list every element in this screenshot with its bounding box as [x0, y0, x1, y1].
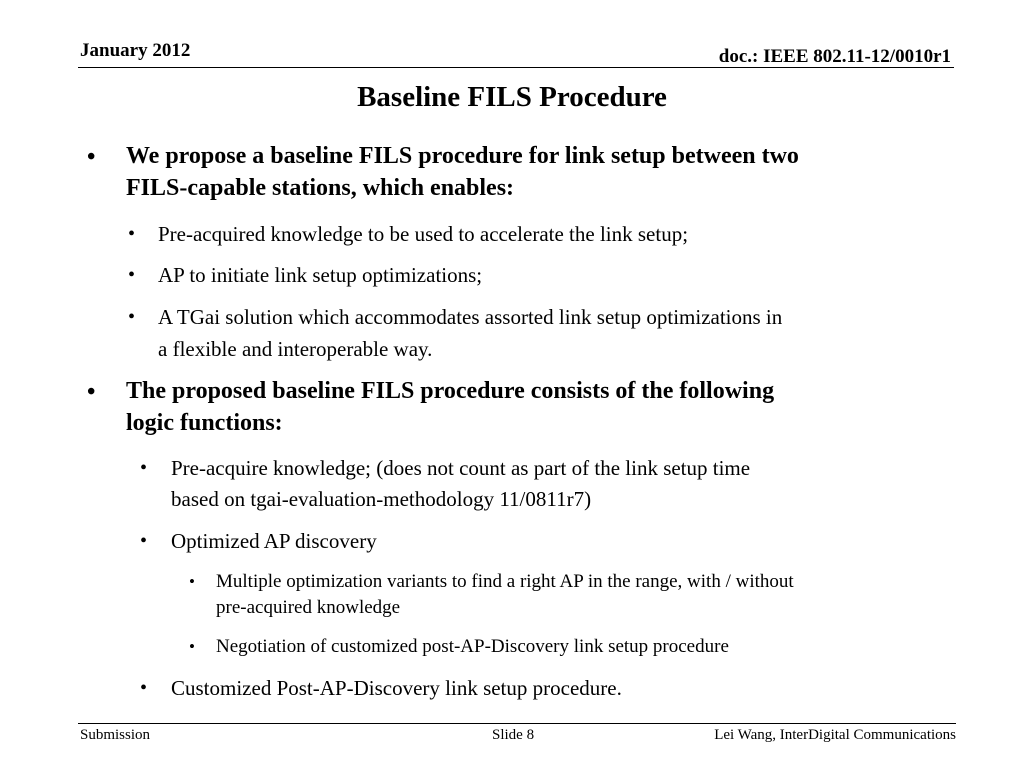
bullet-2-sub-2-item-1-line-1: Multiple optimization variants to find a right AP in the range, with / without	[216, 571, 794, 592]
bullet-marker: •	[140, 530, 148, 552]
bullet-marker: •	[87, 144, 96, 170]
bullet-1-sub-2: AP to initiate link setup optimizations;	[158, 263, 483, 287]
bullet-marker: •	[128, 306, 136, 328]
bullet-marker: •	[189, 572, 195, 591]
bullet-marker: •	[140, 457, 148, 479]
bullet-2-line-2: logic functions:	[126, 410, 283, 436]
bullet-1-line-1: We propose a baseline FILS procedure for link setup between two	[126, 143, 799, 169]
bullet-marker: •	[87, 379, 96, 405]
footer-divider	[78, 723, 956, 724]
bullet-2-sub-2: Optimized AP discovery	[171, 529, 377, 553]
footer-author: Lei Wang, InterDigital Communications	[714, 727, 956, 743]
header-doc-id: doc.: IEEE 802.11-12/0010r1	[718, 46, 951, 67]
bullet-2-sub-1-line-2: based on tgai-evaluation-methodology 11/0811r7)	[171, 487, 592, 511]
bullet-1-sub-3-line-2: a flexible and interoperable way.	[158, 337, 433, 361]
bullet-2-line-1: The proposed baseline FILS procedure consists of the following	[126, 378, 775, 404]
footer-slide-number: Slide 8	[492, 727, 535, 743]
footer-submission: Submission	[80, 727, 151, 743]
bullet-2-sub-2-item-1-line-2: pre-acquired knowledge	[216, 597, 401, 618]
bullet-marker: •	[128, 264, 136, 286]
slide-title: Baseline FILS Procedure	[357, 81, 667, 113]
bullet-marker: •	[140, 677, 148, 699]
bullet-2-sub-2-item-2: Negotiation of customized post-AP-Discovery link setup procedure	[216, 636, 729, 657]
bullet-2-sub-1-line-1: Pre-acquire knowledge; (does not count as part of the link setup time	[171, 456, 751, 480]
bullet-1-sub-1: Pre-acquired knowledge to be used to accelerate the link setup;	[158, 222, 689, 246]
bullet-1-line-2: FILS-capable stations, which enables:	[126, 175, 515, 201]
bullet-marker: •	[189, 637, 195, 656]
bullet-marker: •	[128, 223, 136, 245]
header-divider	[78, 67, 954, 68]
header-date: January 2012	[80, 40, 191, 61]
bullet-2-sub-3: Customized Post-AP-Discovery link setup procedure.	[171, 676, 622, 700]
bullet-1-sub-3-line-1: A TGai solution which accommodates assorted link setup optimizations in	[158, 305, 783, 329]
